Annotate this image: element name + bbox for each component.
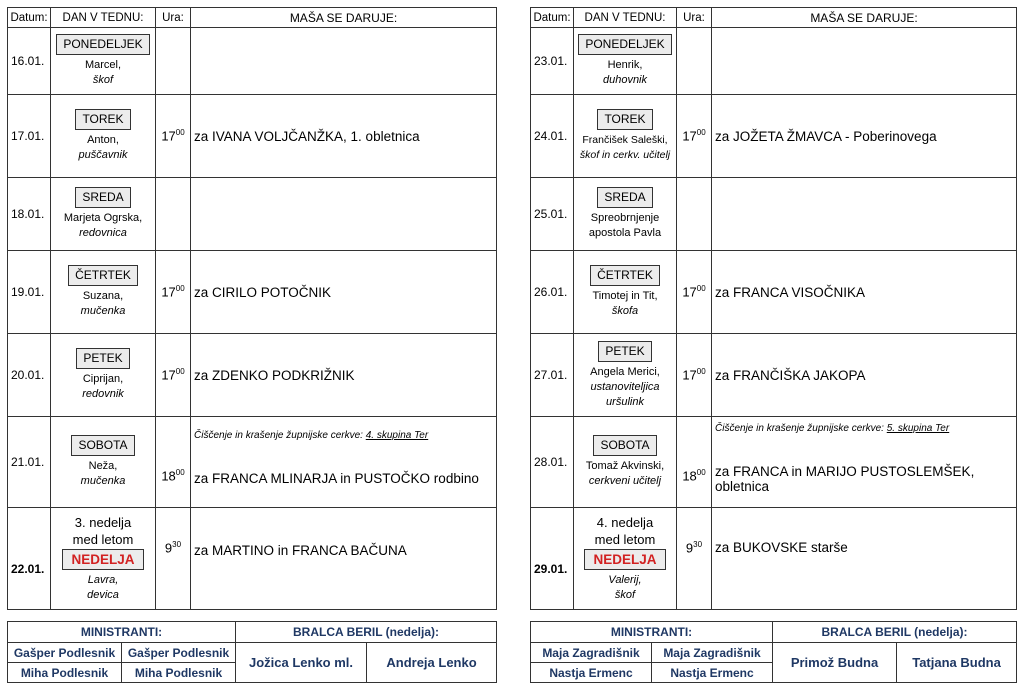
mass-intention-text: za FRANCA in MARIJO PUSTOSLEMŠEK, obletnica (715, 463, 975, 494)
header-date: Datum: (531, 8, 574, 28)
table-row (8, 334, 497, 417)
cleaning-group: 4. skupina Ter (365, 430, 429, 441)
row-date: 27.01. (531, 334, 574, 417)
saint-name: Suzana, (82, 290, 124, 302)
cleaning-group: 5. skupina Ter (886, 422, 950, 434)
mass-time: $17^{00}$ (156, 95, 191, 178)
sunday-title: 4. nedelja (596, 514, 654, 530)
mass-time (677, 28, 712, 95)
ministrant-name: Miha Podlesnik (8, 663, 122, 683)
day-label-sunday: NEDELJA (62, 549, 143, 570)
mass-intention (712, 178, 1017, 251)
mass-time: $9^{30}$ (156, 508, 191, 610)
row-date: 20.01. (8, 334, 51, 417)
day-label: ČETRTEK (68, 265, 138, 286)
mass-time: $17^{00}$ (677, 95, 712, 178)
saint-name: Tomaž Akvinski, (585, 460, 665, 472)
saint-name: Lavra, (87, 573, 119, 586)
saint-name: Timotej in Tit, (592, 290, 658, 302)
mass-intention: za JOŽETA ŽMAVCA - Poberinovega (712, 95, 1017, 178)
right-week-panel (530, 7, 1017, 610)
bralca-label: BRALCA BERIL (nedelja): (773, 622, 1017, 643)
mass-time: $18^{00}$ (156, 417, 191, 508)
header-time: Ura: (677, 8, 712, 28)
reader-name: Primož Budna (773, 643, 897, 683)
ministrant-name: Nastja Ermenc (531, 663, 652, 683)
saint-title: devica (87, 588, 119, 601)
row-date: 22.01. (8, 508, 51, 610)
header-day: DAN V TEDNU: (574, 8, 677, 28)
saint-title: duhovnik (602, 74, 648, 86)
row-date: 21.01. (8, 417, 51, 508)
day-label: TOREK (597, 109, 652, 130)
table-row (8, 251, 497, 334)
row-date: 17.01. (8, 95, 51, 178)
table-header (8, 8, 497, 28)
row-date: 29.01. (531, 508, 574, 610)
saint-name: Neža, (88, 460, 118, 472)
mass-time: $17^{00}$ (156, 251, 191, 334)
saint-title: ustanoviteljica (590, 380, 660, 393)
mass-time (156, 178, 191, 251)
ministrant-name: Gašper Podlesnik (8, 643, 122, 663)
left-staff-table (7, 621, 497, 683)
ministrant-name: Gašper Podlesnik (122, 643, 236, 663)
mass-time: $18^{00}$ (677, 417, 712, 508)
saint-title: cerkveni učitelj (588, 475, 662, 487)
saint-name: Anton, (87, 134, 119, 146)
day-label: SOBOTA (593, 435, 656, 456)
saint-name: Angela Merici, (590, 365, 660, 378)
mass-intention (712, 28, 1017, 95)
row-date: 19.01. (8, 251, 51, 334)
mass-intention: za CIRILO POTOČNIK (191, 251, 497, 334)
table-row (8, 508, 497, 610)
header-day: DAN V TEDNU: (51, 8, 156, 28)
saint-name: Ciprijan, (82, 373, 124, 385)
row-date: 24.01. (531, 95, 574, 178)
row-date: 16.01. (8, 28, 51, 95)
table-row (531, 251, 1017, 334)
row-date: 28.01. (531, 417, 574, 508)
mass-intention: za FRANCA VISOČNIKA (712, 251, 1017, 334)
left-week-panel (7, 7, 497, 610)
header-date: Datum: (8, 8, 51, 28)
day-label: ČETRTEK (590, 265, 660, 286)
cleaning-note: Čiščenje in krašenje župnijske cerkve: 4. skupina Ter (194, 430, 429, 441)
right-staff-table (530, 621, 1017, 683)
row-date: 23.01. (531, 28, 574, 95)
mass-intention: za ZDENKO PODKRIŽNIK (191, 334, 497, 417)
mass-intention-text: za FRANCA MLINARJA in PUSTOČKO rodbino (194, 471, 479, 486)
reader-name: Tatjana Budna (897, 643, 1017, 683)
day-label: PONEDELJEK (578, 34, 671, 55)
saint-name: Valerij, (608, 573, 642, 586)
day-label: PETEK (76, 348, 129, 369)
row-date: 26.01. (531, 251, 574, 334)
saint-title: redovnica (79, 227, 127, 239)
sunday-subtitle: med letom (72, 531, 134, 547)
mass-time (677, 178, 712, 251)
sunday-subtitle: med letom (594, 531, 656, 547)
day-label: PONEDELJEK (56, 34, 149, 55)
mass-time (156, 28, 191, 95)
day-label: SREDA (597, 187, 652, 208)
saint-title-2: uršulink (606, 395, 644, 408)
mass-intention: za MARTINO in FRANCA BAČUNA (191, 508, 497, 610)
row-date: 18.01. (8, 178, 51, 251)
cleaning-note: Čiščenje in krašenje župnijske cerkve: 5. skupina Ter (715, 422, 950, 434)
saint-title: puščavnik (78, 149, 128, 161)
table-row (531, 95, 1017, 178)
mass-intention (191, 417, 497, 508)
table-row (531, 508, 1017, 610)
ministranti-label: MINISTRANTI: (8, 622, 236, 643)
reader-name: Andreja Lenko (367, 643, 497, 683)
saint-name: Marjeta Ogrska, (63, 212, 143, 224)
saint-name: Henrik, (607, 59, 643, 71)
saint-title: škofa (611, 305, 639, 317)
saint-name: Frančišek Saleški, (582, 134, 668, 146)
right-schedule-table (530, 7, 1017, 610)
table-header (531, 8, 1017, 28)
saint-title: škof (92, 74, 114, 86)
table-row (531, 28, 1017, 95)
day-label-sunday: NEDELJA (584, 549, 665, 570)
mass-intention: za FRANČIŠKA JAKOPA (712, 334, 1017, 417)
header-mass: MAŠA SE DARUJE: (191, 8, 497, 28)
table-row (8, 28, 497, 95)
sunday-title: 3. nedelja (74, 514, 132, 530)
reader-name: Jožica Lenko ml. (236, 643, 367, 683)
ministranti-label: MINISTRANTI: (531, 622, 773, 643)
ministrant-name: Maja Zagradišnik (531, 643, 652, 663)
mass-intention (712, 417, 1017, 508)
saint-title: redovnik (82, 388, 124, 400)
day-label: SREDA (75, 187, 130, 208)
ministrant-name: Maja Zagradišnik (652, 643, 773, 663)
header-mass: MAŠA SE DARUJE: (712, 8, 1017, 28)
saint-title: mučenka (80, 305, 126, 317)
mass-intention: za IVANA VOLJČANŽKA, 1. obletnica (191, 95, 497, 178)
saint-title: mučenka (80, 475, 126, 487)
mass-intention: za BUKOVSKE starše (712, 508, 1017, 610)
mass-time: $17^{00}$ (677, 334, 712, 417)
left-schedule-table (7, 7, 497, 610)
table-row (531, 178, 1017, 251)
day-label: TOREK (75, 109, 130, 130)
table-row (531, 334, 1017, 417)
table-row (531, 417, 1017, 508)
day-label: SOBOTA (71, 435, 134, 456)
ministrant-name: Nastja Ermenc (652, 663, 773, 683)
table-row (8, 417, 497, 508)
bralca-label: BRALCA BERIL (nedelja): (236, 622, 497, 643)
day-label: PETEK (598, 341, 651, 362)
table-row (8, 178, 497, 251)
header-time: Ura: (156, 8, 191, 28)
saint-title: škof in cerkv. učitelj (579, 149, 671, 161)
saint-title: apostola Pavla (588, 227, 662, 239)
row-date: 25.01. (531, 178, 574, 251)
mass-time: $17^{00}$ (677, 251, 712, 334)
mass-time: $17^{00}$ (156, 334, 191, 417)
mass-intention (191, 178, 497, 251)
saint-title: škof (614, 588, 636, 601)
saint-name: Spreobrnjenje (590, 212, 660, 224)
saint-name: Marcel, (84, 59, 122, 71)
mass-intention (191, 28, 497, 95)
table-row (8, 95, 497, 178)
ministrant-name: Miha Podlesnik (122, 663, 236, 683)
mass-time: $9^{30}$ (677, 508, 712, 610)
